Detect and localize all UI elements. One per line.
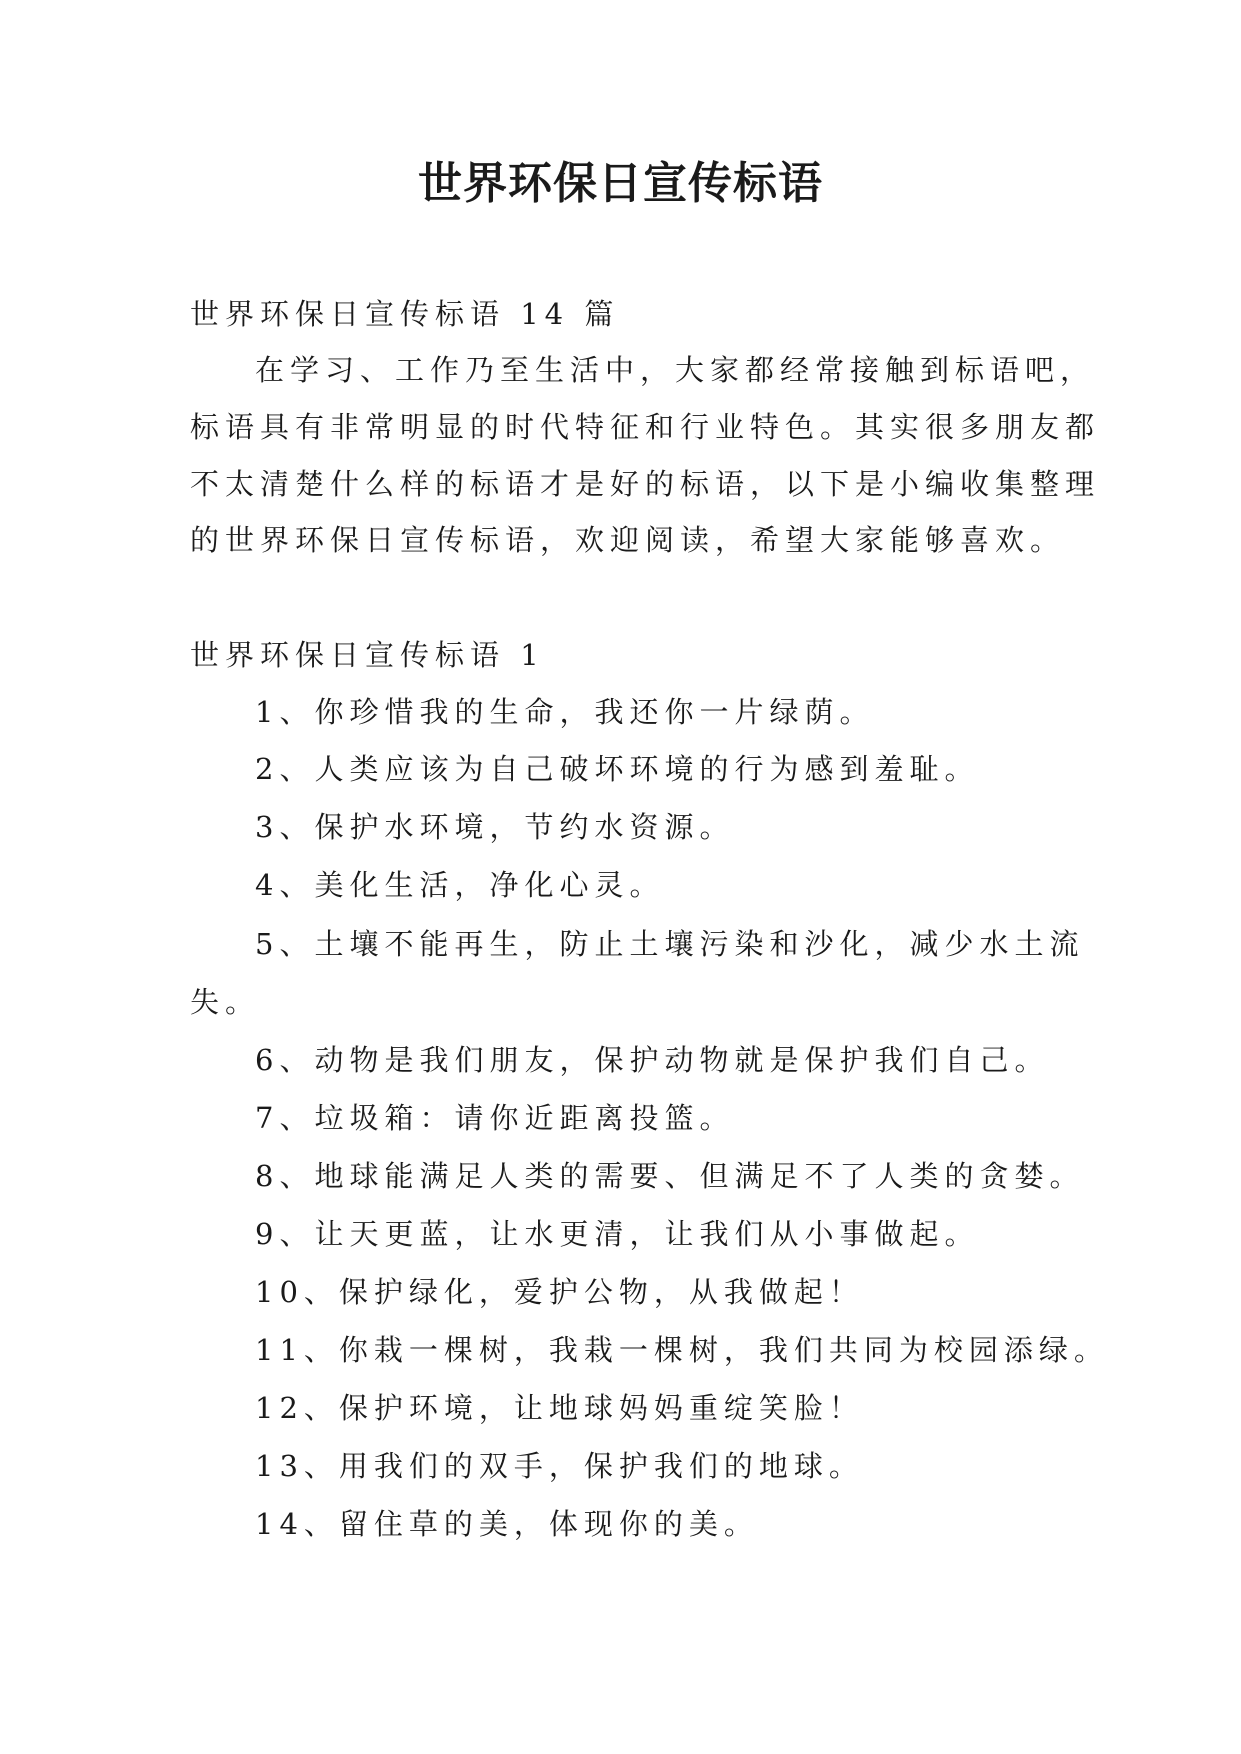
slogan-item: 2、人类应该为自己破坏环境的行为感到羞耻。 — [255, 752, 980, 786]
slogan-item-continuation: 失。 — [190, 985, 261, 1019]
slogan-item: 12、保护环境，让地球妈妈重绽笑脸！ — [255, 1391, 864, 1425]
slogan-item: 7、垃圾箱：请你近距离投篮。 — [255, 1101, 735, 1135]
intro-paragraph-line: 标语具有非常明显的时代特征和行业特色。其实很多朋友都 — [190, 410, 1101, 444]
slogan-item: 11、你栽一棵树，我栽一棵树，我们共同为校园添绿。 — [255, 1333, 1109, 1367]
slogan-item: 1、你珍惜我的生命，我还你一片绿荫。 — [255, 695, 875, 729]
section-heading: 世界环保日宣传标语 1 — [190, 638, 545, 672]
slogan-item: 4、美化生活，净化心灵。 — [255, 868, 665, 902]
intro-paragraph-line: 的世界环保日宣传标语，欢迎阅读，希望大家能够喜欢。 — [190, 523, 1066, 557]
slogan-item: 5、土壤不能再生，防止土壤污染和沙化，减少水土流 — [255, 927, 1085, 961]
document-title: 世界环保日宣传标语 — [418, 158, 823, 209]
slogan-item: 6、动物是我们朋友，保护动物就是保护我们自己。 — [255, 1043, 1050, 1077]
slogan-item: 3、保护水环境，节约水资源。 — [255, 810, 735, 844]
slogan-item: 13、用我们的双手，保护我们的地球。 — [255, 1449, 864, 1483]
intro-heading: 世界环保日宣传标语 14 篇 — [190, 297, 620, 331]
slogan-item: 9、让天更蓝，让水更清，让我们从小事做起。 — [255, 1217, 980, 1251]
slogan-item: 10、保护绿化，爱护公物，从我做起！ — [255, 1275, 864, 1309]
slogan-item: 14、留住草的美，体现你的美。 — [255, 1507, 759, 1541]
slogan-item: 8、地球能满足人类的需要、但满足不了人类的贪婪。 — [255, 1159, 1085, 1193]
intro-paragraph-line: 不太清楚什么样的标语才是好的标语，以下是小编收集整理 — [190, 467, 1101, 501]
intro-paragraph-line: 在学习、工作乃至生活中，大家都经常接触到标语吧， — [255, 353, 1096, 387]
